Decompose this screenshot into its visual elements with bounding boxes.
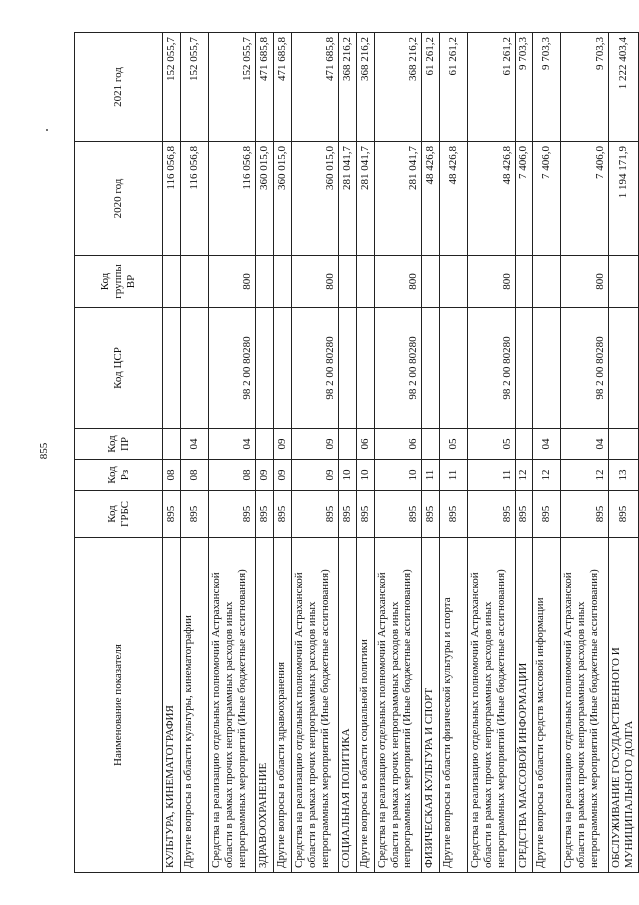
cell-vr (163, 256, 181, 308)
cell-vr (533, 256, 561, 308)
cell-csr (422, 308, 440, 429)
cell-pr: 09 (291, 429, 339, 460)
cell-pr: 06 (356, 429, 374, 460)
cell-2020: 360 015,0 (291, 142, 339, 256)
cell-rz: 12 (561, 460, 609, 491)
cell-2021: 471 685,8 (273, 33, 291, 142)
rotated-table-container (74, 33, 639, 873)
cell-name: Средства на реализацию отдельных полномочий Астраханской области в рамках прочих непрограммных расходов иных непрограммных мероприятий (Иные бюджетные ассигнования) (208, 538, 256, 873)
table-row (422, 33, 440, 873)
cell-csr (256, 308, 274, 429)
scan-speck (46, 129, 48, 131)
table-row (273, 33, 291, 873)
page-number: 855 (38, 442, 50, 460)
cell-2021: 61 261,2 (467, 33, 515, 142)
header-2021: 2021 год (75, 33, 163, 142)
cell-csr: 98 2 00 80280 (374, 308, 422, 429)
cell-2021: 152 055,7 (163, 33, 181, 142)
cell-csr (180, 308, 208, 429)
cell-rz: 11 (422, 460, 440, 491)
cell-rz: 10 (339, 460, 357, 491)
cell-name: СОЦИАЛЬНАЯ ПОЛИТИКА (339, 538, 357, 873)
cell-rz: 09 (256, 460, 274, 491)
cell-grbs: 895 (356, 491, 374, 538)
cell-2021: 9 703,3 (561, 33, 609, 142)
cell-2020: 48 426,8 (467, 142, 515, 256)
cell-rz: 09 (273, 460, 291, 491)
header-pr: Код ПР (75, 429, 163, 460)
cell-2021: 9 703,3 (533, 33, 561, 142)
cell-vr (180, 256, 208, 308)
cell-grbs: 895 (467, 491, 515, 538)
cell-vr (356, 256, 374, 308)
cell-2020: 116 056,8 (208, 142, 256, 256)
cell-2020: 281 041,7 (374, 142, 422, 256)
cell-vr (339, 256, 357, 308)
table-row (356, 33, 374, 873)
cell-pr: 04 (208, 429, 256, 460)
cell-name: Другие вопросы в области культуры, кинематографии (180, 538, 208, 873)
cell-vr: 800 (208, 256, 256, 308)
cell-2020: 7 406,0 (561, 142, 609, 256)
cell-rz: 11 (439, 460, 467, 491)
cell-vr: 800 (374, 256, 422, 308)
table-row (533, 33, 561, 873)
cell-rz: 10 (356, 460, 374, 491)
cell-name: ЗДРАВООХРАНЕНИЕ (256, 538, 274, 873)
table-row (561, 33, 609, 873)
cell-2020: 360 015,0 (256, 142, 274, 256)
table-row (291, 33, 339, 873)
cell-2020: 1 194 171,9 (608, 142, 638, 256)
cell-rz: 13 (608, 460, 638, 491)
cell-vr (515, 256, 533, 308)
cell-pr (515, 429, 533, 460)
budget-table (74, 32, 639, 873)
cell-pr: 05 (467, 429, 515, 460)
cell-2021: 152 055,7 (180, 33, 208, 142)
cell-2020: 360 015,0 (273, 142, 291, 256)
cell-2020: 48 426,8 (439, 142, 467, 256)
table-row (208, 33, 256, 873)
cell-csr (163, 308, 181, 429)
cell-pr (256, 429, 274, 460)
cell-grbs: 895 (180, 491, 208, 538)
cell-pr: 04 (561, 429, 609, 460)
cell-csr: 98 2 00 80280 (561, 308, 609, 429)
cell-2020: 116 056,8 (180, 142, 208, 256)
cell-vr (608, 256, 638, 308)
cell-name: Другие вопросы в области социальной политики (356, 538, 374, 873)
cell-grbs: 895 (439, 491, 467, 538)
cell-grbs: 895 (273, 491, 291, 538)
cell-vr: 800 (561, 256, 609, 308)
cell-rz: 08 (163, 460, 181, 491)
table-row (339, 33, 357, 873)
cell-grbs: 895 (256, 491, 274, 538)
cell-2020: 116 056,8 (163, 142, 181, 256)
header-row (75, 33, 163, 873)
cell-rz: 08 (180, 460, 208, 491)
cell-csr (439, 308, 467, 429)
cell-rz: 09 (291, 460, 339, 491)
table-row (256, 33, 274, 873)
cell-pr: 05 (439, 429, 467, 460)
cell-name: Средства на реализацию отдельных полномочий Астраханской области в рамках прочих непрограммных расходов иных непрограммных мероприятий (Иные бюджетные ассигнования) (467, 538, 515, 873)
header-grbs: Код ГРБС (75, 491, 163, 538)
cell-name: ОБСЛУЖИВАНИЕ ГОСУДАРСТВЕННОГО И МУНИЦИПАЛЬНОГО ДОЛГА (608, 538, 638, 873)
cell-csr (273, 308, 291, 429)
cell-grbs: 895 (291, 491, 339, 538)
table-row (608, 33, 638, 873)
table-row (163, 33, 181, 873)
cell-vr (273, 256, 291, 308)
cell-grbs: 895 (163, 491, 181, 538)
cell-2020: 7 406,0 (533, 142, 561, 256)
header-rz: Код Рз (75, 460, 163, 491)
cell-name: Средства на реализацию отдельных полномочий Астраханской области в рамках прочих непрограммных расходов иных непрограммных мероприятий (Иные бюджетные ассигнования) (561, 538, 609, 873)
cell-csr (515, 308, 533, 429)
cell-name: КУЛЬТУРА, КИНЕМАТОГРАФИЯ (163, 538, 181, 873)
cell-pr: 04 (180, 429, 208, 460)
cell-2021: 9 703,3 (515, 33, 533, 142)
cell-csr (339, 308, 357, 429)
cell-pr (339, 429, 357, 460)
cell-name: Другие вопросы в области средств массовой информации (533, 538, 561, 873)
cell-name: Другие вопросы в области здравоохранения (273, 538, 291, 873)
cell-vr: 800 (467, 256, 515, 308)
cell-name: СРЕДСТВА МАССОВОЙ ИНФОРМАЦИИ (515, 538, 533, 873)
cell-csr (356, 308, 374, 429)
cell-csr: 98 2 00 80280 (208, 308, 256, 429)
cell-rz: 11 (467, 460, 515, 491)
table-row (515, 33, 533, 873)
cell-name: Средства на реализацию отдельных полномочий Астраханской области в рамках прочих непрограммных расходов иных непрограммных мероприятий (Иные бюджетные ассигнования) (291, 538, 339, 873)
cell-rz: 10 (374, 460, 422, 491)
header-name: Наименование показателя (75, 538, 163, 873)
table-row (180, 33, 208, 873)
cell-pr: 06 (374, 429, 422, 460)
cell-pr (422, 429, 440, 460)
cell-2021: 471 685,8 (291, 33, 339, 142)
cell-grbs: 895 (374, 491, 422, 538)
cell-rz: 12 (533, 460, 561, 491)
cell-grbs: 895 (533, 491, 561, 538)
cell-2021: 368 216,2 (339, 33, 357, 142)
cell-pr (163, 429, 181, 460)
cell-grbs: 895 (208, 491, 256, 538)
header-vr: Код группы ВР (75, 256, 163, 308)
cell-rz: 08 (208, 460, 256, 491)
cell-2020: 281 041,7 (339, 142, 357, 256)
table-row (374, 33, 422, 873)
cell-grbs: 895 (339, 491, 357, 538)
cell-2021: 61 261,2 (422, 33, 440, 142)
cell-csr (533, 308, 561, 429)
cell-2021: 368 216,2 (374, 33, 422, 142)
cell-2021: 471 685,8 (256, 33, 274, 142)
cell-vr (256, 256, 274, 308)
cell-grbs: 895 (515, 491, 533, 538)
cell-name: Другие вопросы в области физической культуры и спорта (439, 538, 467, 873)
cell-csr (608, 308, 638, 429)
table-row (439, 33, 467, 873)
cell-2020: 281 041,7 (356, 142, 374, 256)
cell-pr: 04 (533, 429, 561, 460)
cell-2021: 368 216,2 (356, 33, 374, 142)
cell-grbs: 895 (561, 491, 609, 538)
cell-pr: 09 (273, 429, 291, 460)
cell-vr (439, 256, 467, 308)
cell-2021: 152 055,7 (208, 33, 256, 142)
header-2020: 2020 год (75, 142, 163, 256)
cell-vr: 800 (291, 256, 339, 308)
cell-name: ФИЗИЧЕСКАЯ КУЛЬТУРА И СПОРТ (422, 538, 440, 873)
cell-vr (422, 256, 440, 308)
cell-name: Средства на реализацию отдельных полномочий Астраханской области в рамках прочих непрограммных расходов иных непрограммных мероприятий (Иные бюджетные ассигнования) (374, 538, 422, 873)
cell-grbs: 895 (608, 491, 638, 538)
cell-2021: 1 222 403,4 (608, 33, 638, 142)
cell-csr: 98 2 00 80280 (291, 308, 339, 429)
cell-rz: 12 (515, 460, 533, 491)
cell-csr: 98 2 00 80280 (467, 308, 515, 429)
cell-2021: 61 261,2 (439, 33, 467, 142)
cell-2020: 7 406,0 (515, 142, 533, 256)
cell-pr (608, 429, 638, 460)
table-row (467, 33, 515, 873)
cell-grbs: 895 (422, 491, 440, 538)
header-csr: Код ЦСР (75, 308, 163, 429)
cell-2020: 48 426,8 (422, 142, 440, 256)
